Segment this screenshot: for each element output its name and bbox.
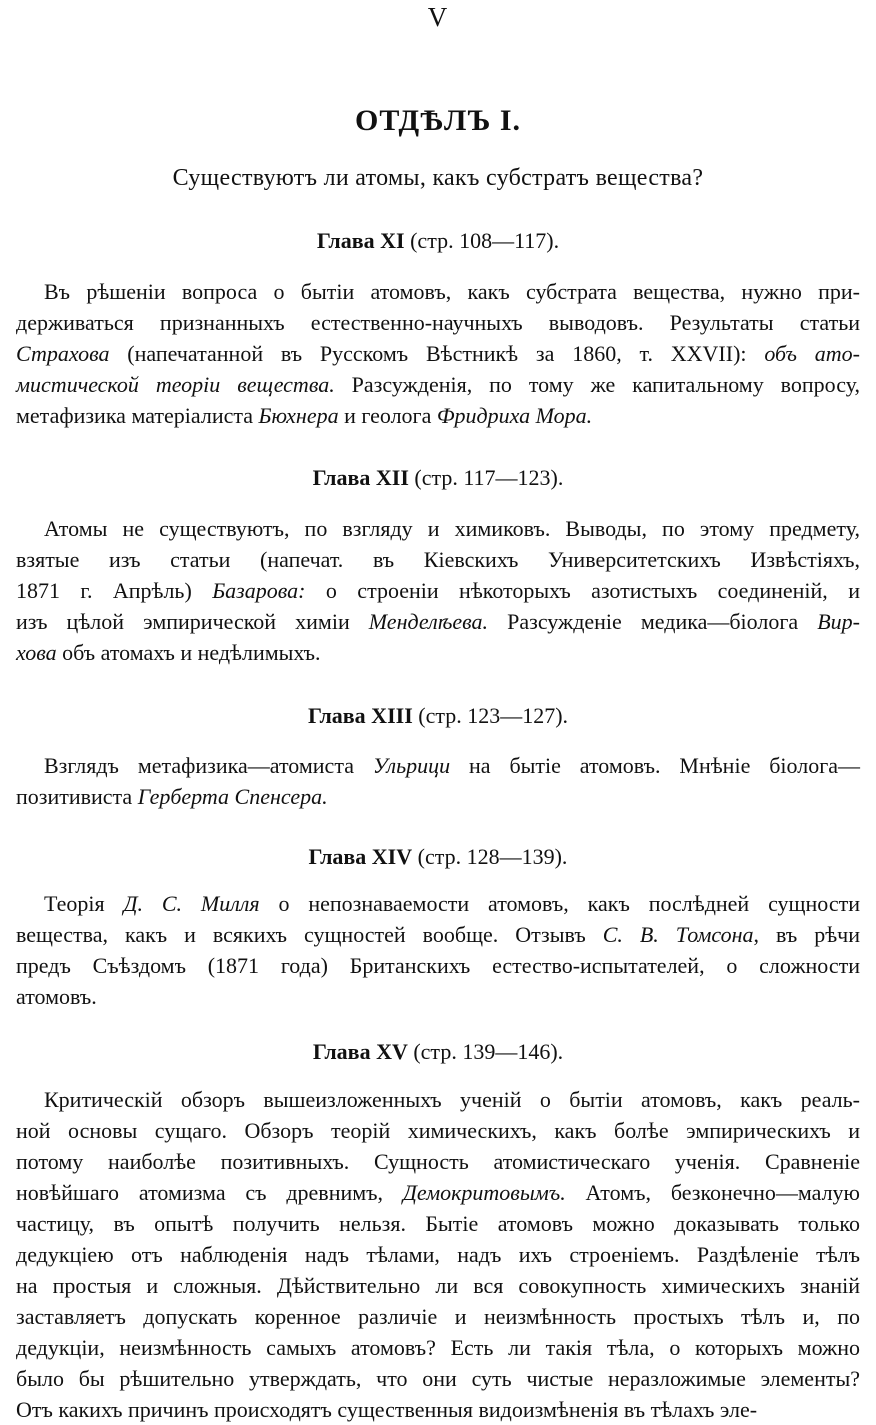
chapter-number: Глава XIII [307,703,413,728]
text-line [16,919,860,950]
chapter-pages: (стр. 128—139). [412,844,568,869]
chapter-number: Глава XV [312,1039,408,1064]
chapter-summary [16,888,860,1012]
text-run: дедукціею отъ наблюденія надъ тѣлами, надъ ихъ строеніемъ. Раздѣленіе тѣлъ [16,1242,860,1267]
text-run: Въ рѣшеніи вопроса о бытіи атомовъ, какъ субстрата вещества, нужно при- [44,279,860,304]
text-run: (напечатанной въ Русскомъ Вѣстникѣ за 1860, т. XXVII): [109,341,765,366]
text-line [16,307,860,338]
text-run: держиваться признанныхъ естественно-научныхъ выводовъ. Результаты статьи [16,310,860,335]
text-run: Критическій обзоръ вышеизложенныхъ ученій о бытіи атомовъ, какъ реаль- [44,1087,860,1112]
italic-name: Базарова: [212,578,306,603]
italic-name: Страхова [16,341,110,366]
chapter-summary [16,513,860,668]
text-run: Разсужденіе медика—біолога [488,609,818,634]
text-run: Атомъ, безконечно—малую [565,1180,860,1205]
text-run: Разсужденія, по тому же капитальному вопросу, [334,372,860,397]
text-run: о строеніи нѣкоторыхъ азотистыхъ соединеній, и [305,578,860,603]
text-run: на простыя и сложныя. Дѣйствительно ли вся совокупность химическихъ знаній [16,1273,860,1298]
italic-name: Д. С. Милля [123,891,260,916]
italic-name: Фридриха Мора. [436,403,593,428]
page-number: V [427,2,449,32]
text-run: Атомы не существуютъ, по взгляду и химиковъ. Выводы, по этому предмету, [44,516,860,541]
italic-name: Герберта Спенсера. [137,784,328,809]
text-run: Теорія [44,891,124,916]
text-line [16,1301,860,1332]
text-run: , въ рѣчи [753,922,860,947]
text-run: о непознаваемости атомовъ, какъ послѣдней сущности [259,891,860,916]
italic-name: Демокритовымъ. [402,1180,566,1205]
text-run: заставляетъ допускать коренное различіе и неизмѣнность простыхъ тѣлъ и, по [16,1304,860,1329]
text-run: новѣйшаго атомизма съ древнимъ, [16,1180,403,1205]
italic-name: хова [16,640,57,665]
chapter-pages: (стр. 123—127). [412,703,569,728]
text-run: дедукціи, неизмѣнность самыхъ атомовъ? Есть ли такія тѣла, о которыхъ можно [16,1335,860,1360]
text-run: изъ цѣлой эмпирической химіи [16,609,369,634]
italic-name: С. В. Томсона [602,922,754,947]
text-run: Отъ какихъ причинъ происходятъ существенныя видоизмѣненія въ тѣлахъ эле- [16,1397,758,1422]
text-line [16,544,860,575]
text-line [16,781,860,812]
text-line [16,750,860,781]
text-line [16,400,860,431]
text-line [16,369,860,400]
chapter-pages: (стр. 117—123). [408,465,564,490]
chapter-number: Глава XIV [308,844,413,869]
chapter-number: Глава XI [316,228,405,253]
text-run: объ атомахъ и недѣлимыхъ. [56,640,321,665]
chapter-pages: (стр. 108—117). [404,228,560,253]
text-line [16,1239,860,1270]
text-line [16,1363,860,1394]
text-run: вещества, какъ и всякихъ сущностей вообще. Отзывъ [16,922,603,947]
text-line [16,981,860,1012]
text-line [16,1332,860,1363]
chapter-heading [0,228,876,254]
text-line [16,888,860,919]
text-run: взятые изъ статьи (напечат. въ Кіевскихъ Университетскихъ Извѣстіяхъ, [16,547,860,572]
text-run: ной основы сущаго. Обзоръ теорій химическихъ, какъ болѣе эмпирическихъ и [16,1118,860,1143]
chapter-heading [0,1039,876,1065]
text-run: метафизика матеріалиста [16,403,259,428]
chapter-heading [0,844,876,870]
text-line [16,1270,860,1301]
chapter-heading [0,703,876,729]
text-line [16,1177,860,1208]
italic-name: Менделѣева. [368,609,489,634]
section-subtitle: Существуютъ ли атомы, какъ субстратъ вещества? [172,165,704,191]
text-line [16,637,860,668]
italic-name: мистической теоріи вещества. [16,372,335,397]
italic-name: объ ато- [764,341,860,366]
text-line [16,1115,860,1146]
text-run: позитивиста [16,784,138,809]
text-run: потому наиболѣе позитивныхъ. Сущность атомистическаго ученія. Сравненіе [16,1149,860,1174]
section-title: ОТДѢЛЪ I. [355,104,521,137]
text-line [16,1208,860,1239]
chapter-number: Глава XII [312,465,409,490]
text-run: атомовъ. [16,984,97,1009]
text-run: Взглядъ метафизика—атомиста [44,753,373,778]
chapter-summary [16,276,860,431]
text-line [16,606,860,637]
text-run: было бы рѣшительно утверждать, что они суть чистые неразложимые элементы? [16,1366,860,1391]
chapter-pages: (стр. 139—146). [407,1039,564,1064]
text-line [16,513,860,544]
text-line [16,1394,860,1425]
chapter-summary [16,750,860,812]
chapter-summary [16,1084,860,1425]
text-line [16,950,860,981]
text-run: и геолога [338,403,437,428]
italic-name: Ульрици [372,753,451,778]
italic-name: Бюхнера [258,403,339,428]
text-run: на бытіе атомовъ. Мнѣніе біолога— [450,753,860,778]
text-run: 1871 г. Апрѣль) [16,578,213,603]
text-line [16,1146,860,1177]
text-run: предъ Съѣздомъ (1871 года) Британскихъ естество-испытателей, о сложности [16,953,860,978]
text-line [16,338,860,369]
text-line [16,276,860,307]
text-line [16,575,860,606]
text-run: частицу, въ опытѣ получить нельзя. Бытіе атомовъ можно доказывать только [16,1211,860,1236]
italic-name: Вир- [817,609,860,634]
text-line [16,1084,860,1115]
chapter-heading [0,465,876,491]
